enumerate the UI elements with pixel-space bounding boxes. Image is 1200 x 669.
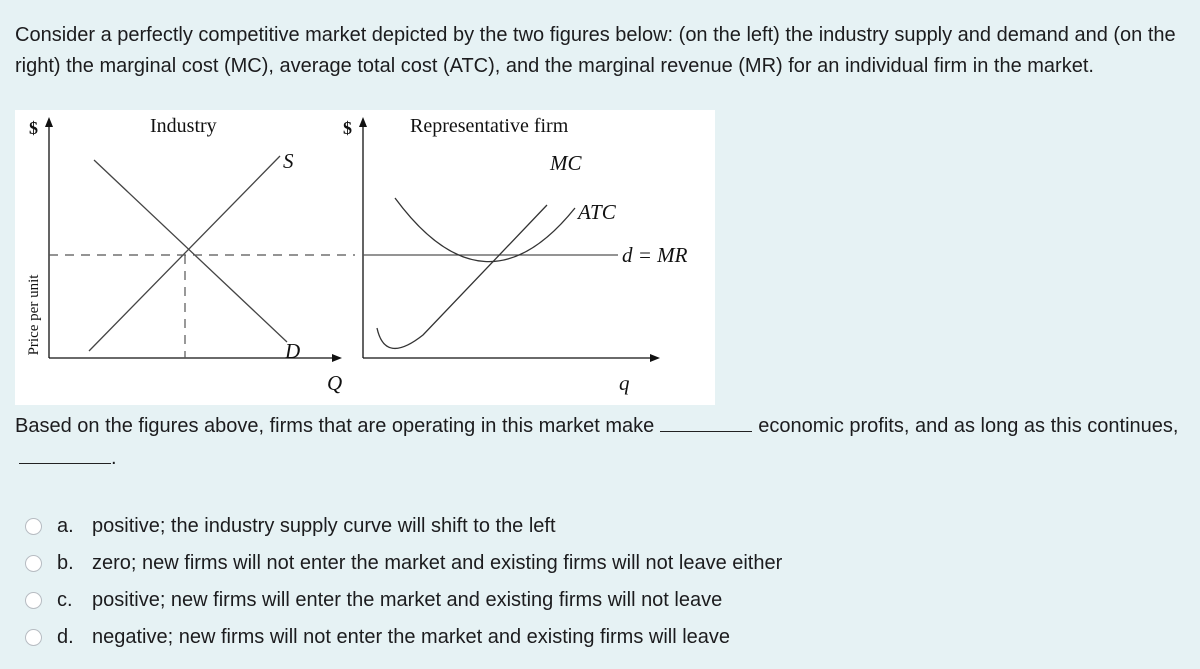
option-text: positive; new firms will enter the market and existing firms will not leave (92, 589, 723, 611)
question-stem (15, 410, 1185, 474)
atc-curve (395, 198, 575, 262)
y-axis-label: Price per unit (26, 274, 42, 356)
option-d[interactable] (25, 619, 782, 656)
mc-curve (377, 205, 547, 348)
answer-blank-2 (19, 445, 111, 464)
firm-x-label: q (619, 371, 630, 395)
mc-label: MC (550, 151, 582, 175)
industry-title: Industry (150, 115, 217, 137)
stem-part-2: economic profits, and as long as this continues, (758, 415, 1179, 437)
option-b[interactable] (25, 545, 782, 582)
radio-button-d[interactable] (25, 629, 42, 646)
demand-label: D (285, 339, 301, 363)
option-letter: c. (57, 589, 73, 611)
option-text: negative; new firms will not enter the market and existing firms will leave (92, 626, 731, 648)
stem-part-1: Based on the figures above, firms that are operating in this market make (15, 415, 655, 437)
option-letter: b. (57, 552, 74, 574)
industry-x-label: Q (327, 371, 343, 395)
option-a[interactable] (25, 508, 782, 545)
industry-y-unit: $ (29, 118, 38, 138)
atc-label: ATC (578, 200, 616, 224)
firm-y-unit: $ (343, 118, 352, 138)
option-text: zero; new firms will not enter the market and existing firms will not leave either (92, 552, 783, 574)
stem-part-3: . (111, 447, 117, 469)
answer-options (25, 508, 782, 656)
firm-title: Representative firm (410, 115, 569, 137)
option-c[interactable] (25, 582, 782, 619)
option-text: positive; the industry supply curve will shift to the left (92, 515, 556, 537)
market-figure (15, 110, 715, 405)
radio-button-a[interactable] (25, 518, 42, 535)
answer-blank-1 (660, 413, 752, 432)
mr-label: d = MR (622, 243, 688, 267)
demand-curve (94, 160, 287, 342)
radio-button-b[interactable] (25, 555, 42, 572)
option-letter: d. (57, 626, 74, 648)
market-graphs (15, 110, 715, 405)
option-letter: a. (57, 515, 74, 537)
question-text: Consider a perfectly competitive market depicted by the two figures below: (on the left) the industry supply and demand and (on the right) the marginal cost (MC), average total cost (ATC), and the marginal revenue (MR) for an individual firm in the market. (15, 24, 1176, 77)
radio-button-c[interactable] (25, 592, 42, 609)
supply-label: S (283, 149, 294, 173)
